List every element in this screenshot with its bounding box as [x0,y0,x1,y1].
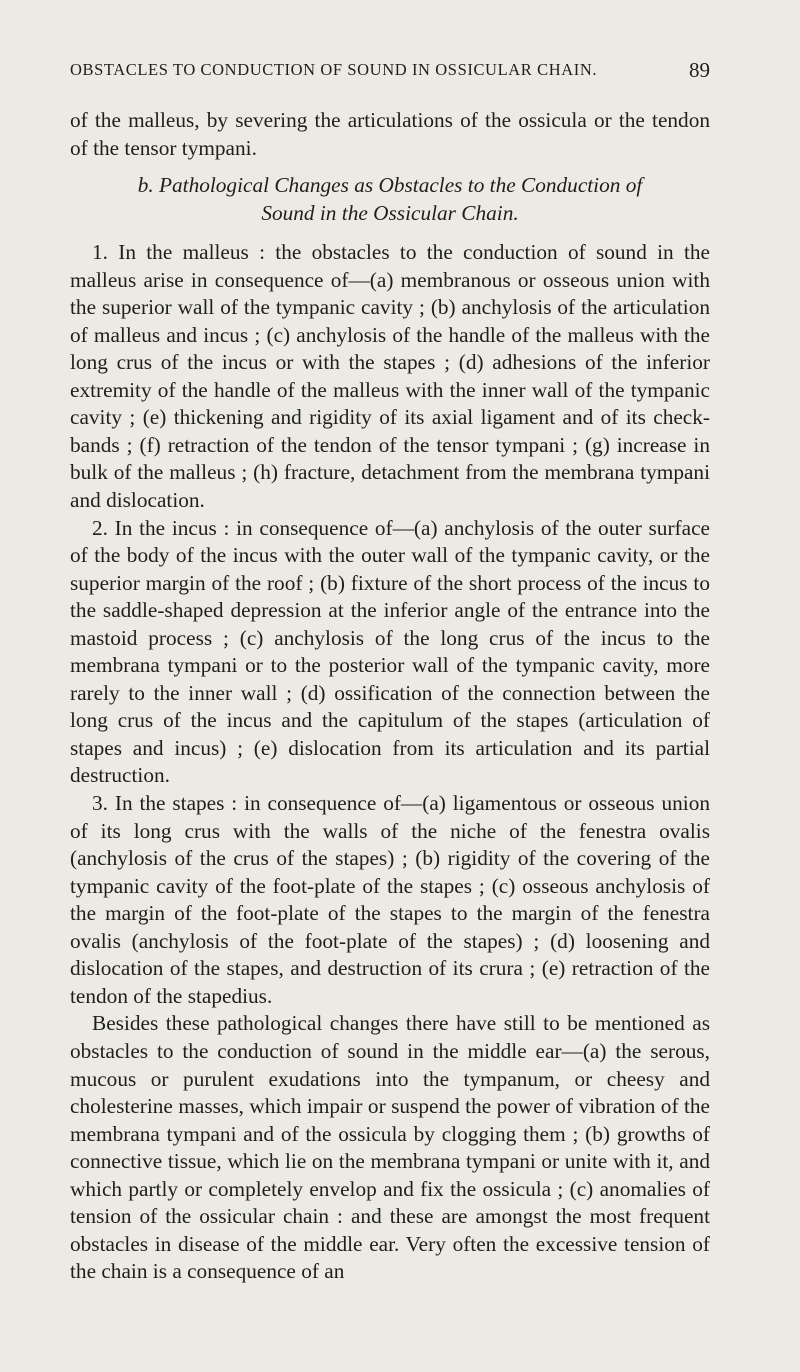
running-header [70,60,710,86]
page-number: 89 [689,58,710,82]
section-heading-line-1: b. Pathological Changes as Obstacles to the Conduction of [137,173,643,198]
section-heading-line-2: Sound in the Ossicular Chain. [261,200,519,225]
body-text [70,107,710,1286]
section-heading [70,172,710,227]
paragraph-besides: Besides these pathological changes there have still to be mentioned as obstacles to the conduction of sound in the middle ear—(a) the serous, mucous or purulent exudations into the tympanum, or cheesy and cholesterine masses, which impair or suspend the power of vibration of the membrana tympani and of the ossicula by clogging them ; (b) growths of connective tissue, which lie on the membrana tympani or unite with it, and which partly or completely envelop and fix the ossicula ; (c) anomalies of tension of the ossicular chain : and these are amongst the most frequent obstacles in disease of the middle ear. Very often the excessive tension of the chain is a consequence of an [70,1011,710,1284]
paragraph-stapes: 3. In the stapes : in consequence of—(a) ligamentous or osseous union of its long crus with the walls of the niche of the fenestra ovalis (anchylosis of the crus of the stapes) ; (b) rigidity of the covering of the tympanic cavity of the foot-plate of the stapes ; (c) osseous anchylosis of the margin of the foot-plate of the stapes to the margin of the fenestra ovalis (anchylosis of the foot-plate of the stapes) ; (d) loosening and dislocation of the stapes, and destruction of its crura ; (e) retraction of the tendon of the stapedius. [70,791,710,1008]
running-title: OBSTACLES TO CONDUCTION OF SOUND IN OSSICULAR CHAIN. [70,60,598,79]
paragraph-continued: of the malleus, by severing the articulations of the ossicula or the tendon of the tensor tympani. [70,108,710,160]
paragraph-incus: 2. In the incus : in consequence of—(a) anchylosis of the outer surface of the body of the incus with the outer wall of the tympanic cavity, or the superior margin of the roof ; (b) fixture of the short process of the incus to the saddle-shaped depression at the inferior angle of the entrance into the mastoid process ; (c) anchylosis of the long crus of the incus to the membrana tympani or to the posterior wall of the tympanic cavity, more rarely to the inner wall ; (d) ossification of the connection between the long crus of the incus and the capitulum of the stapes (articulation of stapes and incus) ; (e) dislocation from its articulation and its partial destruction. [70,515,710,788]
paragraph-malleus: 1. In the malleus : the obstacles to the conduction of sound in the malleus arise in consequence of—(a) membranous or osseous union with the superior wall of the tympanic cavity ; (b) anchylosis of the articulation of malleus and incus ; (c) anchylosis of the handle of the malleus with the long crus of the incus or with the stapes ; (d) adhesions of the inferior extremity of the handle of the malleus with the inner wall of the tympanic cavity ; (e) thickening and rigidity of its axial ligament and of its check-bands ; (f) retraction of the tendon of the tensor tympani ; (g) increase in bulk of the malleus ; (h) fracture, detachment from the membrana tympani and dislocation. [70,240,710,513]
